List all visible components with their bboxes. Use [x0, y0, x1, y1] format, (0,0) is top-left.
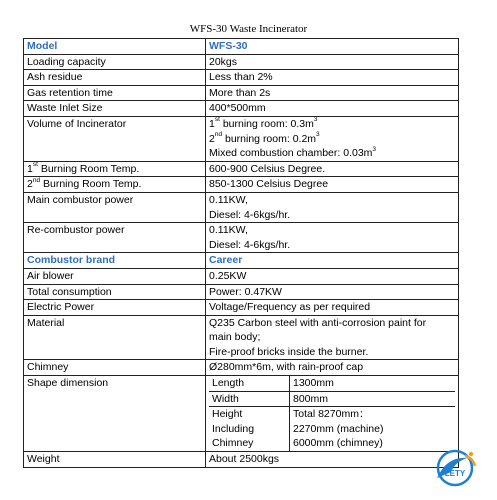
table-row-temp2: [24, 177, 459, 193]
gas-label: Gas retention time: [24, 85, 206, 101]
weight-value: About 2500kgs: [206, 452, 459, 468]
re-power-label: Re-combustor power: [24, 223, 206, 253]
shape-value: [206, 376, 459, 452]
table-row-loading: [24, 54, 459, 70]
brand-label: Combustor brand: [24, 253, 206, 269]
electric-value: Voltage/Frequency as per required: [206, 300, 459, 316]
model-value: WFS-30: [206, 39, 459, 55]
table-row-consumption: [24, 284, 459, 300]
table-row-weight: [24, 452, 459, 468]
table-row-model: [24, 39, 459, 55]
height-value: Total 8270mm： 2270mm (machine) 6000mm (chimney): [293, 408, 384, 450]
temp2-value: 850-1300 Celsius Degree: [206, 177, 459, 193]
table-row-volume: [24, 116, 459, 161]
loading-value: 20kgs: [206, 54, 459, 70]
chimney-value: Ø280mm*6m, with rain-proof cap: [206, 360, 459, 376]
table-row-material: [24, 315, 459, 360]
width-key: Width: [209, 391, 290, 407]
weight-label: Weight: [24, 452, 206, 468]
main-power-value: 0.11KW, Diesel: 4-6kgs/hr.: [206, 192, 459, 222]
table-row-blower: [24, 268, 459, 284]
ash-value: Less than 2%: [206, 70, 459, 86]
table-row-main-power: [24, 192, 459, 222]
material-label: Material: [24, 315, 206, 360]
spec-table: [23, 38, 459, 468]
material-value: Q235 Carbon steel with anti-corrosion paint for main body; Fire-proof bricks inside the burner.: [206, 315, 459, 360]
blower-value: 0.25KW: [206, 268, 459, 284]
logo-graphic: [425, 448, 485, 488]
temp1-label: 1st Burning Room Temp.: [24, 161, 206, 177]
volume-label: Volume of Incinerator: [24, 116, 206, 161]
consumption-value: Power: 0.47KW: [206, 284, 459, 300]
brand-value: Career: [206, 253, 459, 269]
re-power-value: 0.11KW, Diesel: 4-6kgs/hr.: [206, 223, 459, 253]
table-row-re-power: [24, 223, 459, 253]
table-row-temp1: [24, 161, 459, 177]
lety-logo: [425, 448, 485, 488]
shape-subtable: [209, 376, 455, 451]
table-row-ash: [24, 70, 459, 86]
blower-label: Air blower: [24, 268, 206, 284]
volume-line-2: 2nd burning room: $0.2m^3$: [209, 131, 320, 145]
inlet-value: 400*500mm: [206, 101, 459, 117]
table-row-electric: [24, 300, 459, 316]
electric-label: Electric Power: [24, 300, 206, 316]
volume-value: [206, 116, 459, 161]
inlet-label: Waste Inlet Size: [24, 101, 206, 117]
table-row-gas: [24, 85, 459, 101]
length-value: 1300mm: [290, 376, 456, 391]
table-row-brand: [24, 253, 459, 269]
height-key: Height Including Chimney: [209, 407, 290, 451]
chimney-label: Chimney: [24, 360, 206, 376]
loading-label: Loading capacity: [24, 54, 206, 70]
table-row-inlet: [24, 101, 459, 117]
table-row-shape: [24, 376, 459, 452]
page-title: WFS-30 Waste Incinerator: [189, 23, 308, 35]
shape-label: Shape dimension: [24, 376, 206, 452]
main-power-label: Main combustor power: [24, 192, 206, 222]
model-label: Model: [24, 39, 206, 55]
temp2-label: 2nd Burning Room Temp.: [24, 177, 206, 193]
table-row-chimney: [24, 360, 459, 376]
width-value: 800mm: [290, 391, 456, 407]
gas-value: More than 2s: [206, 85, 459, 101]
consumption-label: Total consumption: [24, 284, 206, 300]
temp1-value: 600-900 Celsius Degree.: [206, 161, 459, 177]
logo-text: LETY: [444, 469, 466, 478]
volume-line-1: 1st burning room: $0.3m^3$: [209, 116, 318, 130]
length-key: Length: [209, 376, 290, 391]
volume-line-3: Mixed combustion chamber: $0.03m^3$: [209, 145, 377, 160]
ash-label: Ash residue: [24, 70, 206, 86]
